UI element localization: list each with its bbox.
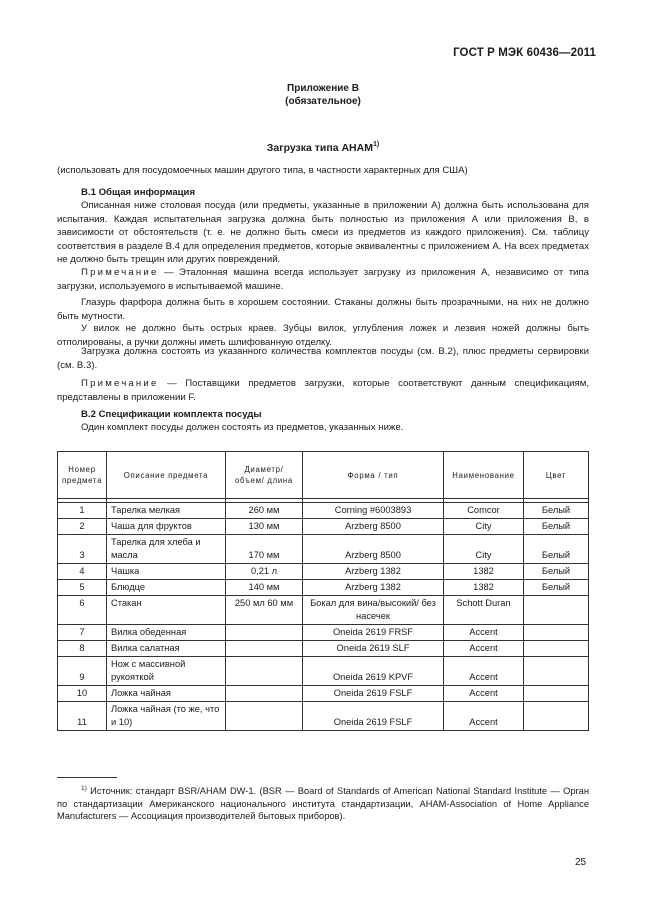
cell-name: City (444, 519, 524, 535)
cell-description: Стакан (107, 596, 226, 625)
header-cell-color: Цвет (524, 452, 589, 499)
table-header-row (58, 452, 589, 499)
cell-name: Comcor (444, 503, 524, 519)
cell-size (226, 625, 303, 641)
cell-color (524, 686, 589, 702)
appendix-status: (обязательное) (285, 96, 361, 107)
cell-description: Вилка обеденная (107, 625, 226, 641)
table-row (58, 641, 589, 657)
cell-size: 130 мм (226, 519, 303, 535)
cell-name: Accent (444, 657, 524, 686)
cell-size: 260 мм (226, 503, 303, 519)
cell-form: Corning #6003893 (303, 503, 444, 519)
cell-number: 5 (58, 580, 107, 596)
cell-form: Oneida 2619 FRSF (303, 625, 444, 641)
cell-size: 170 мм (226, 535, 303, 564)
page-number: 25 (575, 857, 587, 868)
b2-heading: В.2 Спецификации комплекта посуды (81, 409, 262, 420)
b1-paragraph-4: Загрузка должна состоять из указанного количества комплектов посуды (см. В.2), плюс предметы сервировки (см. В.3). (57, 346, 589, 371)
b1-paragraph-1: Описанная ниже столовая посуда (или предметы, указанные в приложении А) должна быть использована для испытания. Каждая испытательная загрузка должна быть полностью из приложения А или приложения В, в зависимости от обстоятельств (т. е. не должно быть смеси из предметов из каждого приложения). См. таблицу соответствия в разделе В.4 для определения предметов, которые эквивалентны с приложением А. На всех предметах не должно быть трещин или других повреждений. (57, 200, 589, 265)
cell-description: Нож с массивной рукояткой (107, 657, 226, 686)
cell-form: Arzberg 1382 (303, 564, 444, 580)
cell-size: 0,21 л (226, 564, 303, 580)
cell-name: 1382 (444, 580, 524, 596)
cell-size (226, 702, 303, 731)
footnote-separator (57, 777, 117, 778)
cell-name: Accent (444, 625, 524, 641)
table-row (58, 535, 589, 564)
cell-color: Белый (524, 535, 589, 564)
table-row (58, 686, 589, 702)
cell-size (226, 686, 303, 702)
cell-number: 7 (58, 625, 107, 641)
cell-size: 140 мм (226, 580, 303, 596)
cell-number: 11 (58, 702, 107, 731)
table-row (58, 625, 589, 641)
cell-description: Вилка салатная (107, 641, 226, 657)
cell-form: Arzberg 8500 (303, 535, 444, 564)
table-row (58, 564, 589, 580)
note-1-label: Примечание (81, 267, 159, 278)
footnote-ref: 1) (372, 141, 380, 148)
note-1-text: — Эталонная машина всегда использует загрузку из приложения А, независимо от типа загрузки, используемого в испытываемой машине. (57, 267, 589, 292)
section-title (0, 141, 646, 154)
b2-intro: Один комплект посуды должен состоять из предметов, указанных ниже. (81, 422, 404, 433)
cell-number: 3 (58, 535, 107, 564)
cell-color (524, 596, 589, 625)
note-2-label: Примечание (81, 378, 159, 389)
cell-color (524, 657, 589, 686)
cell-color (524, 641, 589, 657)
cell-description: Тарелка мелкая (107, 503, 226, 519)
note-2 (57, 377, 589, 404)
footnote-mark: 1) (81, 785, 87, 792)
table-row (58, 657, 589, 686)
cell-description: Чашка (107, 564, 226, 580)
cell-color (524, 625, 589, 641)
cell-number: 8 (58, 641, 107, 657)
cell-number: 6 (58, 596, 107, 625)
table-row (58, 503, 589, 519)
b1-paragraph-3: У вилок не должно быть острых краев. Зубцы вилок, углубления ложек и лезвия ножей должны быть отполированы, а ручки должны иметь шлифованную отделку. (57, 323, 589, 348)
b1-paragraph-2: Глазурь фарфора должна быть в хорошем состоянии. Стаканы должны быть прозрачными, на них не должно быть мутности. (57, 297, 589, 322)
cell-description: Блюдце (107, 580, 226, 596)
cell-name: Accent (444, 641, 524, 657)
cell-form: Arzberg 1382 (303, 580, 444, 596)
table-row (58, 596, 589, 625)
dinnerware-table (57, 451, 589, 731)
standard-designation: ГОСТ Р МЭК 60436—2011 (453, 47, 596, 59)
cell-size (226, 657, 303, 686)
cell-description: Чаша для фруктов (107, 519, 226, 535)
cell-description: Ложка чайная (то же, что и 10) (107, 702, 226, 731)
cell-form: Oneida 2619 FSLF (303, 702, 444, 731)
header-cell-form: Форма / тип (303, 452, 444, 499)
section-title-text: Загрузка типа АНАМ (266, 142, 373, 154)
footnote (57, 783, 589, 823)
cell-name: City (444, 535, 524, 564)
cell-name: Accent (444, 686, 524, 702)
table-row (58, 702, 589, 731)
cell-color: Белый (524, 503, 589, 519)
cell-form: Бокал для вина/высокий/ без насечек (303, 596, 444, 625)
cell-size: 250 мл 60 мм (226, 596, 303, 625)
cell-name: Accent (444, 702, 524, 731)
header-cell-name: Наименование (444, 452, 524, 499)
cell-description: Тарелка для хлеба и масла (107, 535, 226, 564)
cell-number: 4 (58, 564, 107, 580)
appendix-title: Приложение В (287, 83, 359, 94)
b1-heading: В.1 Общая информация (81, 187, 196, 198)
cell-color: Белый (524, 564, 589, 580)
header-cell-description: Описание предмета (107, 452, 226, 499)
cell-form: Oneida 2619 KPVF (303, 657, 444, 686)
cell-color (524, 702, 589, 731)
table-row (58, 519, 589, 535)
cell-number: 2 (58, 519, 107, 535)
header-cell-number: Номер предмета (58, 452, 107, 499)
cell-name: Schott Duran (444, 596, 524, 625)
table-row (58, 580, 589, 596)
cell-description: Ложка чайная (107, 686, 226, 702)
cell-form: Arzberg 8500 (303, 519, 444, 535)
cell-size (226, 641, 303, 657)
cell-name: 1382 (444, 564, 524, 580)
cell-number: 1 (58, 503, 107, 519)
cell-form: Oneida 2619 FSLF (303, 686, 444, 702)
note-2-text: — Поставщики предметов загрузки, которые соответствуют данным спецификациям, представлены в приложении F. (57, 378, 589, 403)
header-cell-size: Диаметр/ объем/ длина (226, 452, 303, 499)
cell-number: 9 (58, 657, 107, 686)
footnote-text: Источник: стандарт BSR/AHAM DW-1. (BSR — Board of Standards of American National Standard Institute — Орган по стандартизации Американского национального института стандартизации, AHAM-Association of Home Appliance Manufacturers — Ассоциация производителей бытовых приборов). (57, 786, 589, 821)
cell-number: 10 (58, 686, 107, 702)
cell-form: Oneida 2619 SLF (303, 641, 444, 657)
note-1 (57, 266, 589, 293)
section-subtitle: (использовать для посудомоечных машин другого типа, в частности характерных для США) (57, 165, 468, 176)
cell-color: Белый (524, 519, 589, 535)
cell-color: Белый (524, 580, 589, 596)
